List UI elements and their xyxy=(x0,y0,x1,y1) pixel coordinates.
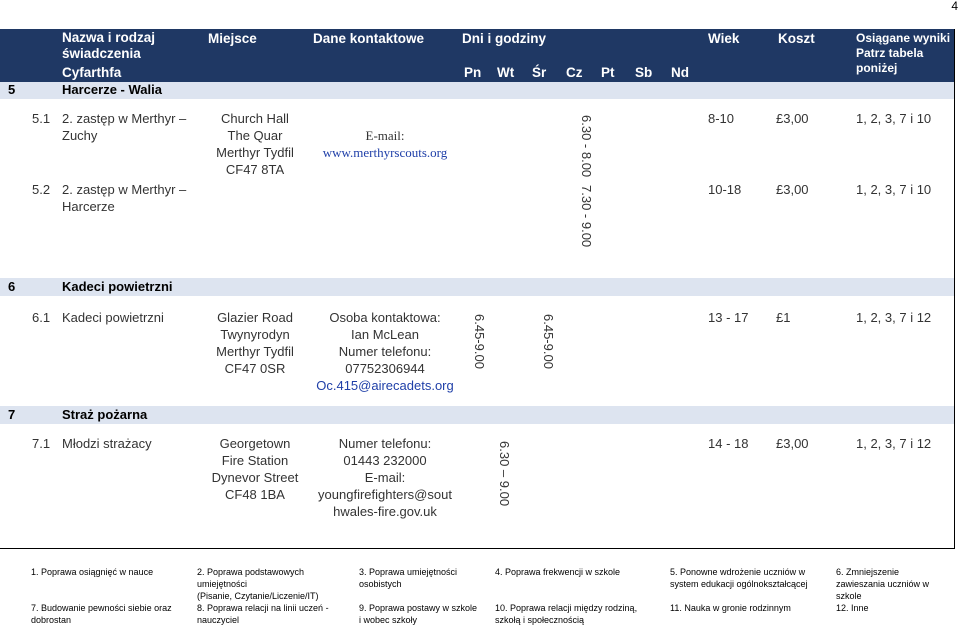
legend-line: szkole xyxy=(836,591,862,601)
place-line: Glazier Road xyxy=(217,310,293,325)
row-7-1-name: Młodzi strażacy xyxy=(62,436,152,451)
email-label: E-mail: xyxy=(365,128,405,143)
place-line: Church Hall xyxy=(221,111,289,126)
contact-line: Ian McLean xyxy=(351,327,419,342)
contact-line: Numer telefonu: xyxy=(338,436,432,451)
page-number: 4 xyxy=(951,0,958,13)
row-5-2-cost: £3,00 xyxy=(776,182,809,197)
row-5-1-cost: £3,00 xyxy=(776,111,809,126)
header-wyniki-line3: poniżej xyxy=(856,61,898,75)
row-5-1-age: 8-10 xyxy=(708,111,735,126)
row-7-1-number: 7.1 xyxy=(32,436,51,451)
row-6-1-results: 1, 2, 3, 7 i 12 xyxy=(856,310,932,325)
legend-item-7 xyxy=(31,602,172,626)
legend-line: 6. Zmniejszenie xyxy=(836,567,900,577)
legend-item-11: 11. Nauka w gronie rodzinnym xyxy=(670,603,791,613)
row-5-1-number: 5.1 xyxy=(32,111,51,126)
contact-scouts xyxy=(310,127,460,161)
row-6-1-cost: £1 xyxy=(776,310,791,325)
legend-line: i wobec szkoły xyxy=(359,615,418,625)
day-pt: Pt xyxy=(601,65,615,80)
header-left-block xyxy=(0,29,200,83)
section-5-title: Harcerze - Walia xyxy=(62,82,162,97)
row-5-2-age: 10-18 xyxy=(708,182,742,197)
air-cadets-email-link[interactable]: Oc.415@airecadets.org xyxy=(316,378,454,393)
results-legend xyxy=(0,562,960,628)
row-6-1-time-tuesday: 6.45-9.00 xyxy=(472,314,487,369)
legend-item-4: 4. Poprawa frekwencji w szkole xyxy=(495,567,621,577)
contact-line[interactable]: hwales-fire.gov.uk xyxy=(333,504,437,519)
header-wyniki-line2: Patrz tabela xyxy=(856,46,924,60)
place-church-hall xyxy=(200,110,310,178)
legend-item-6 xyxy=(836,566,929,602)
row-6-1-number: 6.1 xyxy=(32,310,51,325)
contact-line[interactable]: youngfirefighters@sout xyxy=(318,487,452,502)
contact-air-cadets xyxy=(310,309,460,394)
row-6-1-age: 13 - 17 xyxy=(708,310,749,325)
day-sr: Śr xyxy=(532,65,547,80)
legend-line: 7. Budowanie pewności siebie oraz xyxy=(31,603,172,613)
section-6-title: Kadeci powietrzni xyxy=(62,279,173,294)
day-sb: Sb xyxy=(635,65,653,80)
place-line: CF48 1BA xyxy=(225,487,285,502)
legend-line: system edukacji ogólnokształcącej xyxy=(670,579,808,589)
legend-line: 9. Poprawa postawy w szkole xyxy=(359,603,478,613)
legend-item-10 xyxy=(495,602,637,626)
row-7-1-age: 14 - 18 xyxy=(708,436,749,451)
header-koszt: Koszt xyxy=(778,31,815,46)
row-7-1-time: 6.30 – 9.00 xyxy=(497,441,512,507)
contact-fire-station xyxy=(310,435,460,520)
row-6-1-time-thursday: 6.45-9.00 xyxy=(541,314,556,369)
day-cz: Cz xyxy=(566,65,583,80)
row-5-2-number: 5.2 xyxy=(32,182,51,197)
legend-line: 8. Poprawa relacji na linii uczeń - xyxy=(197,603,329,613)
legend-line: (Pisanie, Czytanie/Liczenie/IT) xyxy=(197,591,319,601)
place-line: Merthyr Tydfil xyxy=(216,145,294,160)
contact-line: 07752306944 xyxy=(345,361,425,376)
legend-line: 3. Poprawa umiejętności xyxy=(359,567,458,577)
legend-item-9 xyxy=(359,602,477,626)
row-5-2-results: 1, 2, 3, 7 i 10 xyxy=(856,182,932,197)
place-glazier-road xyxy=(200,309,310,377)
place-line: Dynevor Street xyxy=(211,470,299,485)
legend-line: 2. Poprawa podstawowych xyxy=(197,567,305,577)
row-5-1-time: 6.30 - 8.00 xyxy=(579,115,594,178)
contact-line: Numer telefonu: xyxy=(338,344,432,359)
row-7-1-cost: £3,00 xyxy=(776,436,809,451)
legend-line: 5. Ponowne wdrożenie uczniów w xyxy=(670,567,806,577)
contact-line: Osoba kontaktowa: xyxy=(329,310,441,325)
place-line: Twynyrodyn xyxy=(220,327,290,342)
day-wt: Wt xyxy=(497,65,515,80)
section-6-number: 6 xyxy=(8,279,16,294)
legend-line: zawieszania uczniów w xyxy=(836,579,930,589)
legend-item-5 xyxy=(670,566,808,590)
scouts-website-link[interactable]: www.merthyrscouts.org xyxy=(322,145,448,160)
header-miejsce: Miejsce xyxy=(208,31,257,46)
header-wyniki-line1: Osiągane wyniki xyxy=(856,31,951,45)
row-5-2-name-line2: Harcerze xyxy=(62,199,115,214)
row-6-1-name: Kadeci powietrzni xyxy=(62,310,164,325)
legend-item-3 xyxy=(359,566,457,590)
legend-line: osobistych xyxy=(359,579,402,589)
header-region: Cyfarthfa xyxy=(62,65,122,80)
header-wiek: Wiek xyxy=(708,31,740,46)
legend-item-1: 1. Poprawa osiągnięć w nauce xyxy=(31,567,154,577)
row-7-1-results: 1, 2, 3, 7 i 12 xyxy=(856,436,932,451)
place-line: The Quar xyxy=(227,128,283,143)
place-line: CF47 0SR xyxy=(224,361,286,376)
row-5-1-results: 1, 2, 3, 7 i 10 xyxy=(856,111,932,126)
row-5-1-name-line2: Zuchy xyxy=(62,128,98,143)
table-right-border xyxy=(954,29,955,549)
header-dane: Dane kontaktowe xyxy=(313,31,425,46)
place-line: Merthyr Tydfil xyxy=(216,344,294,359)
legend-line: umiejętności xyxy=(197,579,248,589)
section-5-number: 5 xyxy=(8,82,16,97)
legend-line: 10. Poprawa relacji między rodziną, xyxy=(495,603,638,613)
place-georgetown xyxy=(200,435,310,503)
row-5-2-time: 7.30 - 9.00 xyxy=(579,185,594,248)
section-7-title: Straż pożarna xyxy=(62,407,148,422)
day-nd: Nd xyxy=(671,65,689,80)
header-nazwa-line2: świadczenia xyxy=(62,46,141,61)
legend-line: dobrostan xyxy=(31,615,72,625)
contact-line: E-mail: xyxy=(364,470,406,485)
header-nazwa-line1: Nazwa i rodzaj xyxy=(62,30,156,45)
legend-item-2 xyxy=(197,566,319,602)
place-line: CF47 8TA xyxy=(225,162,285,177)
legend-line: szkołą i społecznością xyxy=(495,615,585,625)
place-line: Georgetown xyxy=(219,436,291,451)
day-pn: Pn xyxy=(464,65,482,80)
row-5-2-name-line1: 2. zastęp w Merthyr – xyxy=(62,182,187,197)
legend-item-8 xyxy=(197,602,329,626)
table-bottom-border xyxy=(0,548,955,549)
legend-item-12: 12. Inne xyxy=(836,603,869,613)
contact-line: 01443 232000 xyxy=(343,453,427,468)
legend-line: nauczyciel xyxy=(197,615,240,625)
header-dni: Dni i godziny xyxy=(462,31,546,46)
section-7-number: 7 xyxy=(8,407,16,422)
place-line: Fire Station xyxy=(221,453,289,468)
row-5-1-name-line1: 2. zastęp w Merthyr – xyxy=(62,111,187,126)
